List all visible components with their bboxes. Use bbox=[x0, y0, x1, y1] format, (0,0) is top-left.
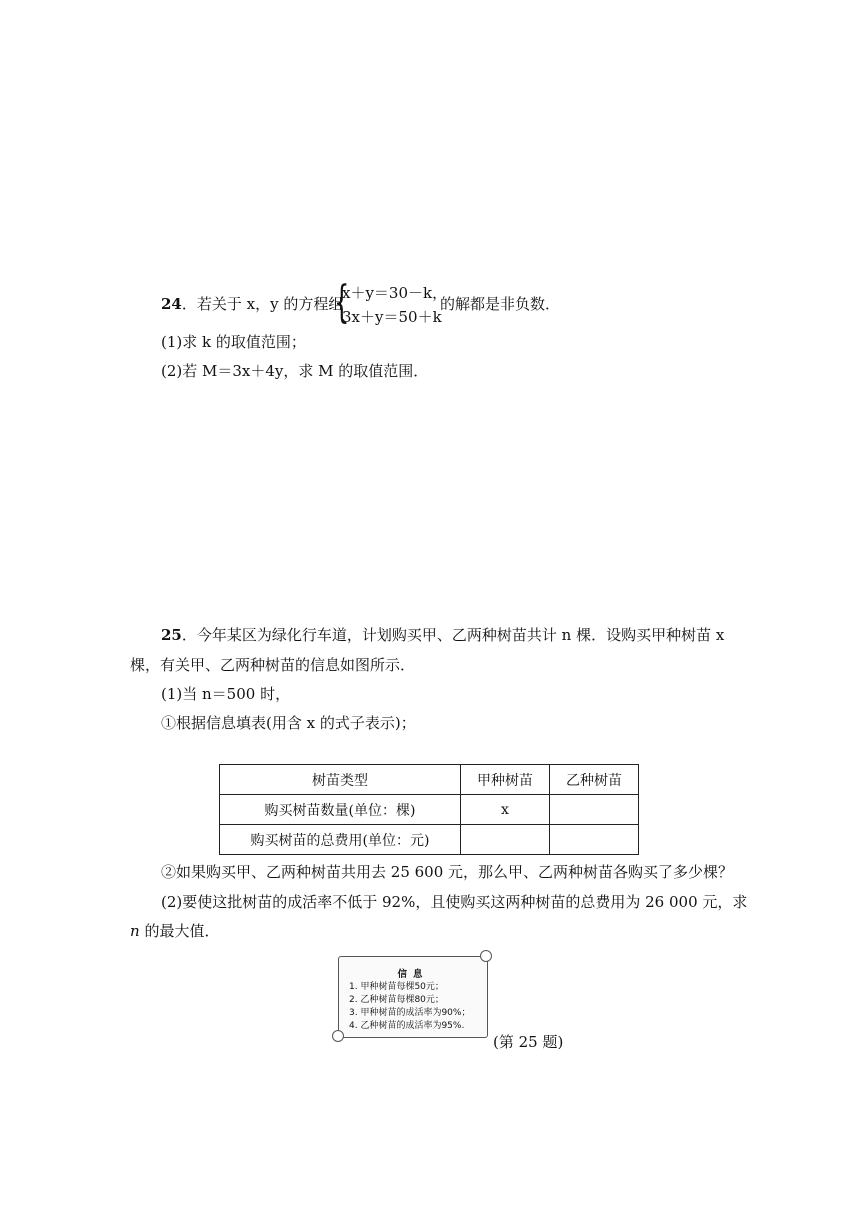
q25-sub-1: ①根据信息填表(用含 x 的式子表示)； bbox=[161, 714, 416, 732]
info-table bbox=[219, 764, 639, 855]
q24-equation-2: 3x＋y＝50＋k bbox=[342, 308, 442, 326]
q25-part-2-line-1: (2)要使这批树苗的成活率不低于 92%，且使购买这两种树苗的总费用为 26 000 元，求 bbox=[161, 893, 748, 911]
q25-number: 25 bbox=[161, 626, 182, 644]
q25-part-1: (1)当 n＝500 时， bbox=[161, 685, 291, 703]
scroll-roll-top bbox=[480, 950, 492, 962]
table-cell: x bbox=[461, 795, 550, 825]
q24-number: 24 bbox=[161, 295, 182, 313]
variable-n: n bbox=[130, 922, 140, 940]
table-cell bbox=[461, 825, 550, 855]
q25-line-1 bbox=[161, 624, 724, 645]
q24-equation-1: x＋y＝30－k， bbox=[342, 284, 448, 302]
q25-text-1: ．今年某区为绿化行车道，计划购买甲、乙两种树苗共计 n 棵．设购买甲种树苗 x bbox=[181, 626, 725, 644]
list-item: 3. 甲种树苗的成活率为90%； bbox=[349, 1008, 471, 1018]
list-item: 1. 甲种树苗每棵50元； bbox=[349, 982, 444, 992]
table-header-row bbox=[220, 765, 639, 795]
q24-intro: ．若关于 x，y 的方程组 bbox=[181, 295, 344, 313]
table-cell: 购买树苗数量(单位：棵) bbox=[220, 795, 461, 825]
info-scroll-figure bbox=[330, 950, 492, 1042]
table-header: 甲种树苗 bbox=[461, 765, 550, 795]
system-brace: { bbox=[334, 277, 350, 328]
list-item: 4. 乙种树苗的成活率为95%. bbox=[349, 1021, 465, 1031]
scroll-paper bbox=[338, 956, 488, 1038]
figure-caption: (第 25 题) bbox=[493, 1033, 564, 1051]
table-header: 乙种树苗 bbox=[550, 765, 639, 795]
table-cell bbox=[550, 795, 639, 825]
scroll-title: 信息 bbox=[397, 969, 429, 980]
scroll-info-list bbox=[349, 981, 470, 1033]
table-row bbox=[220, 825, 639, 855]
table-header: 树苗类型 bbox=[220, 765, 461, 795]
q25-line-2: 棵，有关甲、乙两种树苗的信息如图所示． bbox=[130, 656, 416, 674]
scroll-roll-bottom bbox=[332, 1030, 344, 1042]
q24-tail: 的解都是非负数． bbox=[440, 295, 561, 313]
q24-stem bbox=[161, 293, 343, 314]
q25-part-2-line-2 bbox=[130, 920, 219, 941]
q24-part-2: (2)若 M＝3x＋4y，求 M 的取值范围． bbox=[161, 362, 429, 380]
q25-sub-2: ②如果购买甲、乙两种树苗共用去 25 600 元，那么甲、乙两种树苗各购买了多少棵？ bbox=[161, 863, 734, 881]
table-row bbox=[220, 795, 639, 825]
table-cell: 购买树苗的总费用(单位：元) bbox=[220, 825, 461, 855]
q25-part-2-tail: 的最大值． bbox=[139, 922, 220, 940]
list-item: 2. 乙种树苗每棵80元； bbox=[349, 995, 444, 1005]
q24-part-1: (1)求 k 的取值范围； bbox=[161, 333, 306, 351]
table-cell bbox=[550, 825, 639, 855]
